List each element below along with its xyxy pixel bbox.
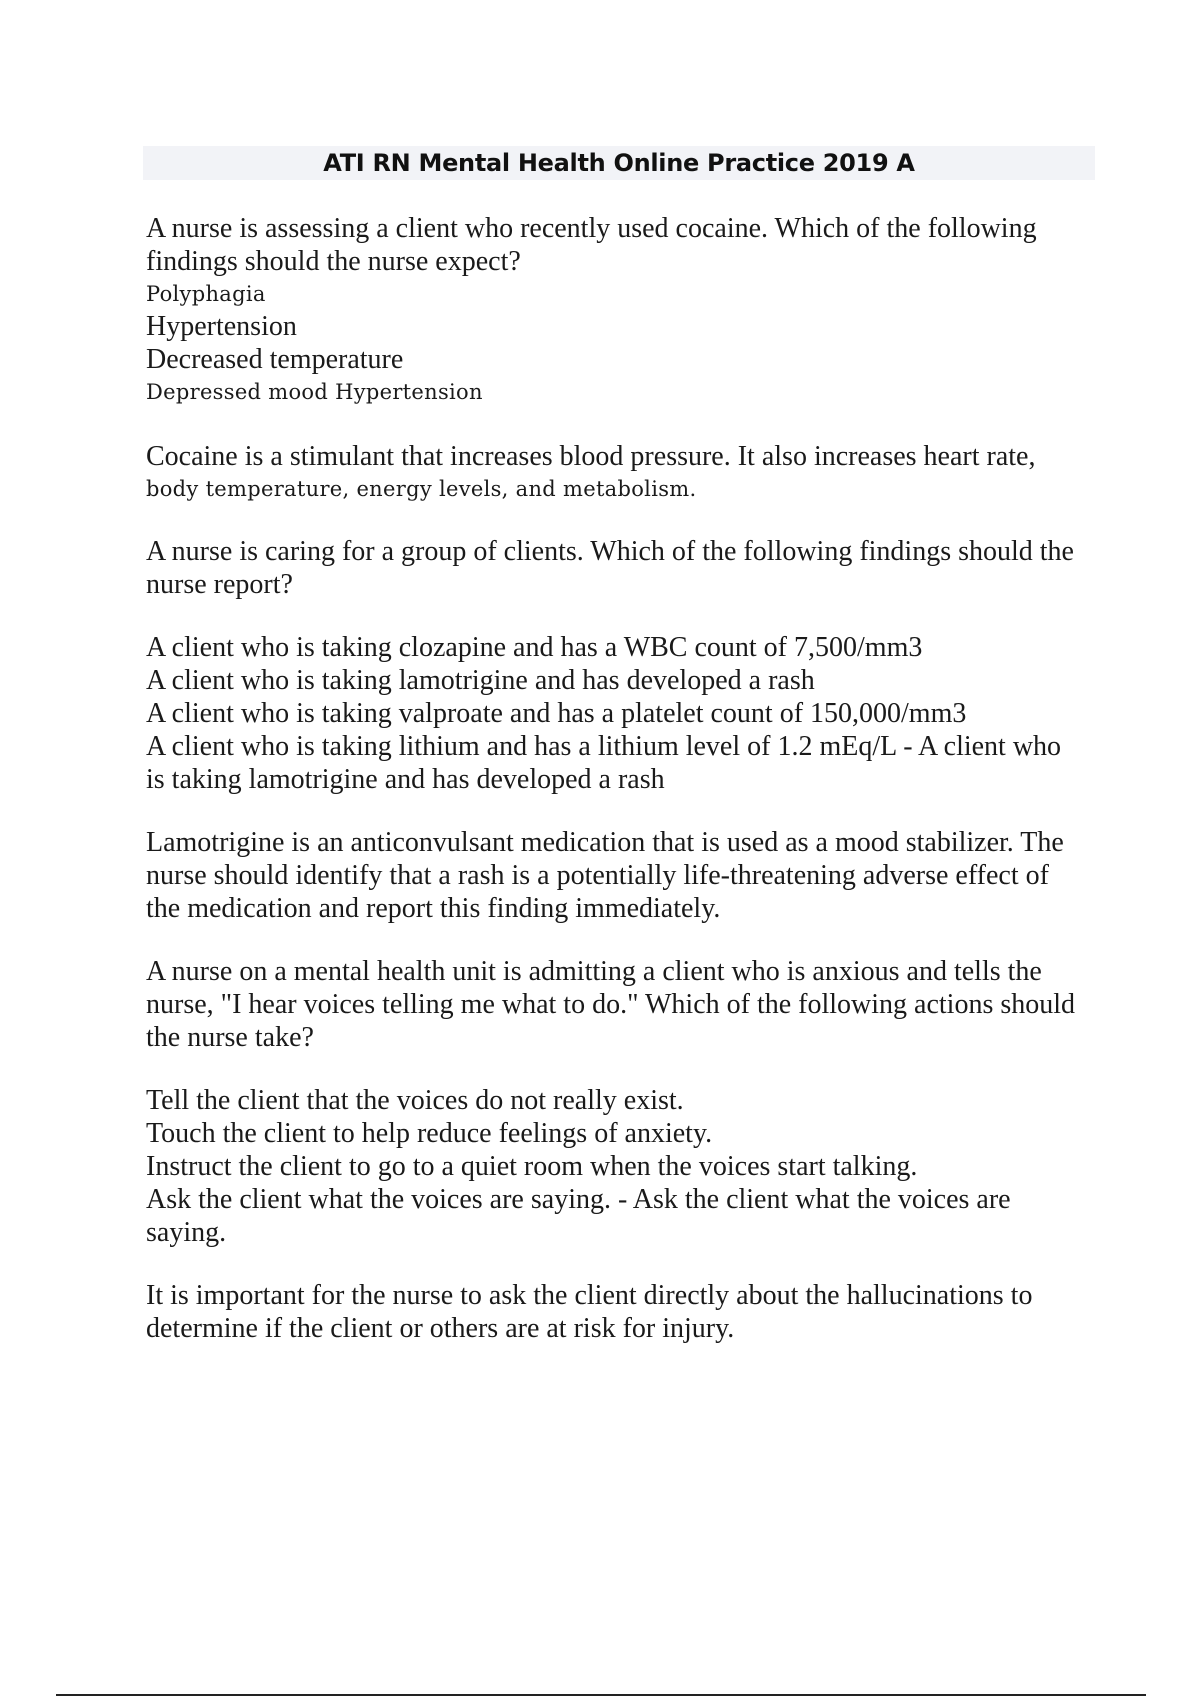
rationale-line: nurse should identify that a rash is a potentially life-threatening adverse effect of bbox=[146, 860, 1049, 891]
document-body bbox=[146, 212, 1096, 1345]
answer-option: saying. bbox=[146, 1217, 227, 1248]
answer-option: Polyphagia bbox=[146, 282, 266, 306]
answer-option: Instruct the client to go to a quiet room when the voices start talking. bbox=[146, 1151, 918, 1182]
answer-option: A client who is taking lithium and has a lithium level of 1.2 mEq/L - A client who bbox=[146, 731, 1062, 762]
answer-option: A client who is taking lamotrigine and has developed a rash bbox=[146, 665, 815, 696]
rationale-line: determine if the client or others are at risk for injury. bbox=[146, 1313, 735, 1344]
rationale-3 bbox=[146, 1279, 1096, 1345]
question-text-line: nurse, "I hear voices telling me what to do." Which of the following actions should bbox=[146, 989, 1076, 1020]
answer-option: Depressed mood Hypertension bbox=[146, 380, 483, 404]
answer-option: Decreased temperature bbox=[146, 344, 404, 375]
answer-option: Hypertension bbox=[146, 311, 297, 342]
document-title: ATI RN Mental Health Online Practice 2019 A bbox=[323, 149, 915, 177]
answer-option: Touch the client to help reduce feelings of anxiety. bbox=[146, 1118, 713, 1149]
answer-option: A client who is taking valproate and has a platelet count of 150,000/mm3 bbox=[146, 698, 967, 729]
question-2 bbox=[146, 535, 1096, 601]
question-text-line: the nurse take? bbox=[146, 1022, 314, 1053]
question-text-line: findings should the nurse expect? bbox=[146, 246, 521, 277]
rationale-line: Lamotrigine is an anticonvulsant medication that is used as a mood stabilizer. The bbox=[146, 827, 1064, 858]
rationale-1 bbox=[146, 440, 1096, 505]
question-text-line: A nurse on a mental health unit is admitting a client who is anxious and tells the bbox=[146, 956, 1042, 987]
page-bottom-rule bbox=[56, 1694, 1146, 1696]
answer-option: Ask the client what the voices are saying. - Ask the client what the voices are bbox=[146, 1184, 1011, 1215]
question-3 bbox=[146, 955, 1096, 1054]
answer-option: A client who is taking clozapine and has a WBC count of 7,500/mm3 bbox=[146, 632, 923, 663]
question-text-line: A nurse is caring for a group of clients. Which of the following findings should the bbox=[146, 536, 1074, 567]
question-text-line: nurse report? bbox=[146, 569, 293, 600]
rationale-line: Cocaine is a stimulant that increases blood pressure. It also increases heart rate, bbox=[146, 441, 1036, 472]
answer-option: Tell the client that the voices do not really exist. bbox=[146, 1085, 684, 1116]
question-text-line: A nurse is assessing a client who recently used cocaine. Which of the following bbox=[146, 213, 1037, 244]
rationale-2 bbox=[146, 826, 1096, 925]
options-3 bbox=[146, 1084, 1096, 1249]
rationale-line: body temperature, energy levels, and metabolism. bbox=[146, 477, 697, 501]
answer-option: is taking lamotrigine and has developed a rash bbox=[146, 764, 665, 795]
options-2 bbox=[146, 631, 1096, 796]
title-bar bbox=[143, 146, 1095, 180]
rationale-line: It is important for the nurse to ask the client directly about the hallucinations to bbox=[146, 1280, 1033, 1311]
rationale-line: the medication and report this finding immediately. bbox=[146, 893, 721, 924]
question-1 bbox=[146, 212, 1096, 408]
